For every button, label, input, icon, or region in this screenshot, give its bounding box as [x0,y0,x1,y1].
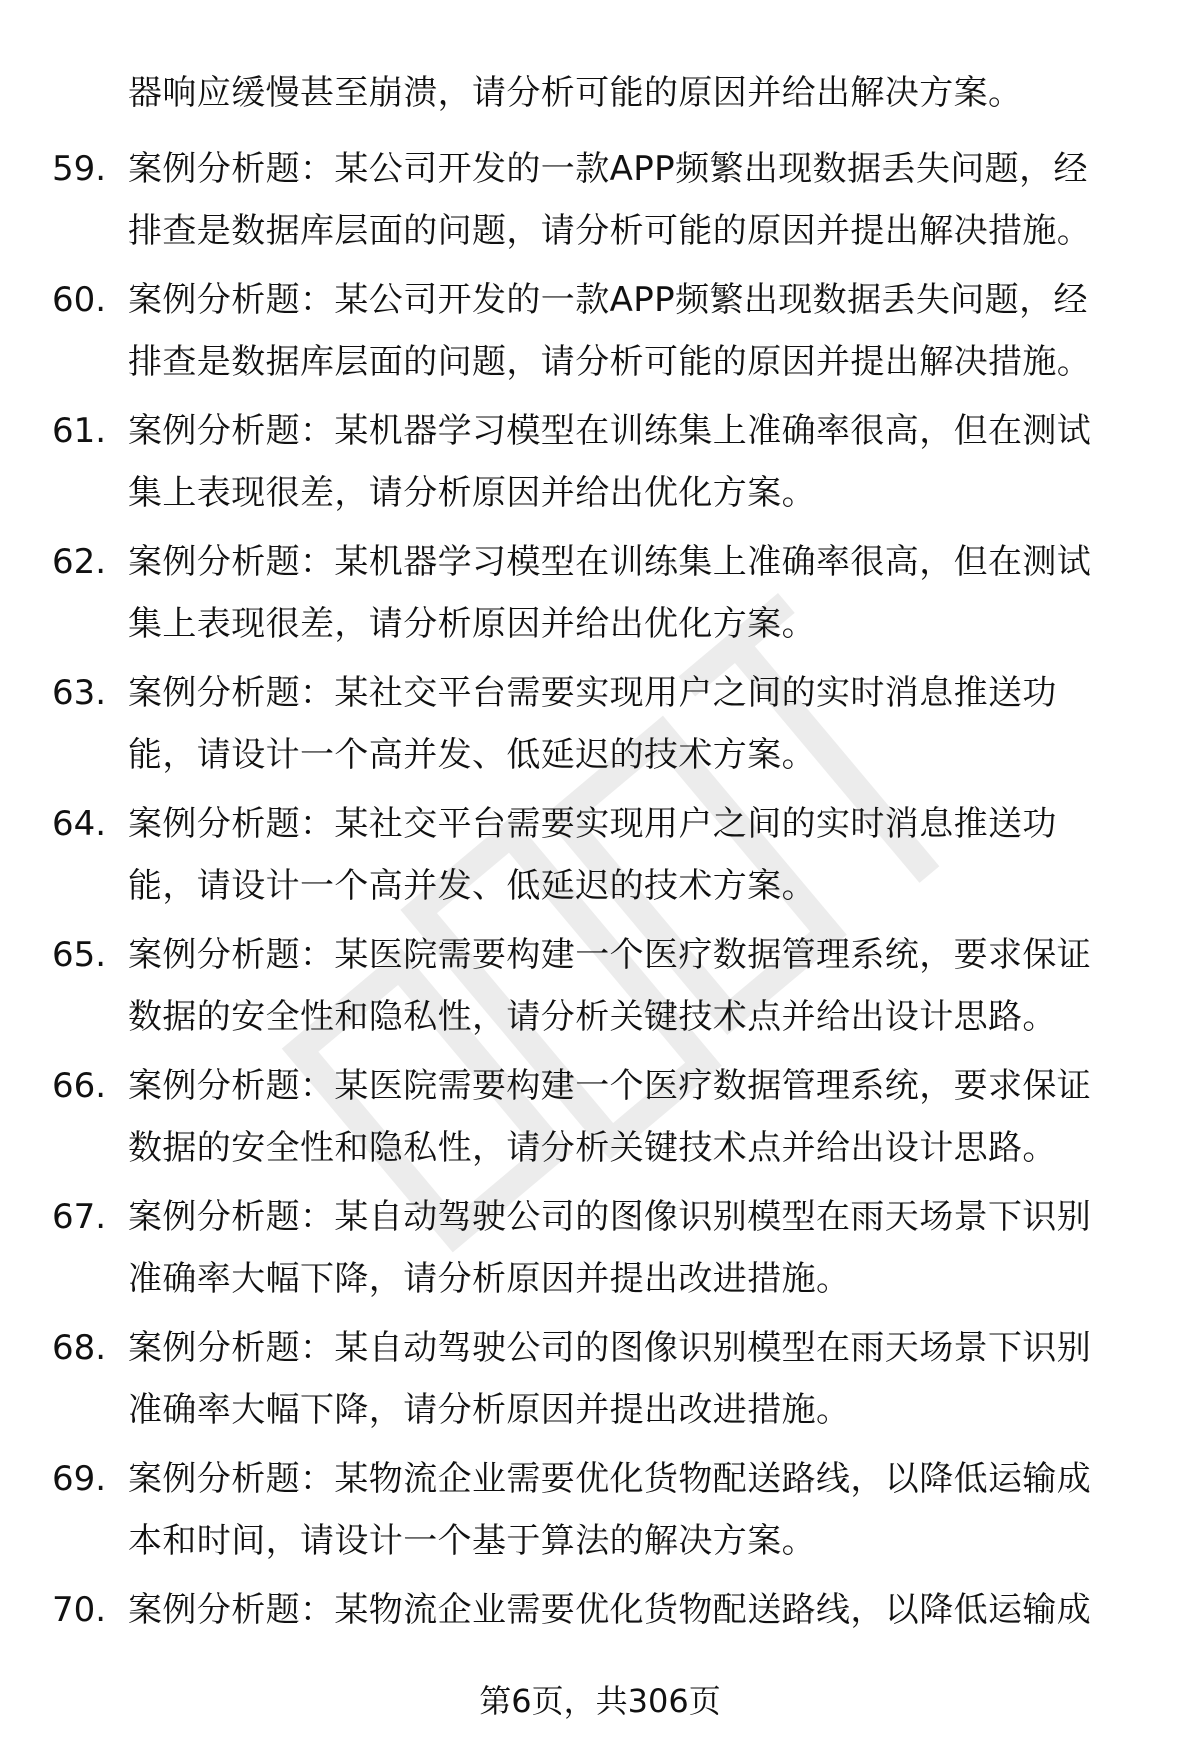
question-item [0,1317,1200,1448]
question-item [0,269,1200,400]
question-text-line-1: 案例分析题：某公司开发的一款APP频繁出现数据丢失问题，经 [128,149,1088,189]
question-text-line-1: 案例分析题：某机器学习模型在训练集上准确率很高，但在测试 [128,411,1092,451]
continuation-text: 器响应缓慢甚至崩溃，请分析可能的原因并给出解决方案。 [128,73,1023,113]
question-text-line-2: 集上表现很差，请分析原因并给出优化方案。 [128,473,816,513]
question-list [0,138,1200,1710]
question-text-line-2: 能，请设计一个高并发、低延迟的技术方案。 [128,866,816,906]
question-text-line-1: 案例分析题：某社交平台需要实现用户之间的实时消息推送功 [128,673,1057,713]
question-text-line-2: 本和时间，请设计一个基于算法的解决方案。 [128,1521,816,1561]
question-item [0,138,1200,269]
question-item [0,1448,1200,1579]
question-text-line-1: 案例分析题：某医院需要构建一个医疗数据管理系统，要求保证 [128,935,1092,975]
question-item [0,531,1200,662]
question-item [0,1055,1200,1186]
page-footer: 第6页，共306页 [479,1682,721,1720]
question-text-line-2: 能，请设计一个高并发、低延迟的技术方案。 [128,735,816,775]
question-text-line-2: 排查是数据库层面的问题，请分析可能的原因并提出解决措施。 [128,342,1092,382]
question-text-line-2: 准确率大幅下降，请分析原因并提出改进措施。 [128,1390,851,1430]
question-text-line-1: 案例分析题：某自动驾驶公司的图像识别模型在雨天场景下识别 [128,1328,1092,1368]
question-number: 67. [52,1197,107,1237]
question-item [0,924,1200,1055]
question-text-line-1: 案例分析题：某物流企业需要优化货物配送路线，以降低运输成 [128,1590,1092,1630]
question-number: 68. [52,1328,107,1368]
question-text-line-1: 案例分析题：某自动驾驶公司的图像识别模型在雨天场景下识别 [128,1197,1092,1237]
question-number: 66. [52,1066,107,1106]
question-text-line-2: 排查是数据库层面的问题，请分析可能的原因并提出解决措施。 [128,211,1092,251]
question-text-line-2: 数据的安全性和隐私性，请分析关键技术点并给出设计思路。 [128,1128,1057,1168]
question-number: 64. [52,804,107,844]
question-item [0,793,1200,924]
question-number: 62. [52,542,107,582]
question-number: 61. [52,411,107,451]
question-text-line-1: 案例分析题：某机器学习模型在训练集上准确率很高，但在测试 [128,542,1092,582]
question-text-line-1: 案例分析题：某社交平台需要实现用户之间的实时消息推送功 [128,804,1057,844]
question-number: 65. [52,935,107,975]
question-text-line-1: 案例分析题：某公司开发的一款APP频繁出现数据丢失问题，经 [128,280,1088,320]
question-item [0,1186,1200,1317]
question-item [0,662,1200,793]
question-text-line-1: 案例分析题：某医院需要构建一个医疗数据管理系统，要求保证 [128,1066,1092,1106]
question-text-line-2: 数据的安全性和隐私性，请分析关键技术点并给出设计思路。 [128,997,1057,1037]
question-number: 70. [52,1590,107,1630]
question-text-line-1: 案例分析题：某物流企业需要优化货物配送路线，以降低运输成 [128,1459,1092,1499]
question-item [0,400,1200,531]
question-number: 59. [52,149,107,189]
question-number: 60. [52,280,107,320]
question-number: 63. [52,673,107,713]
question-text-line-2: 准确率大幅下降，请分析原因并提出改进措施。 [128,1259,851,1299]
question-text-line-2: 集上表现很差，请分析原因并给出优化方案。 [128,604,816,644]
question-number: 69. [52,1459,107,1499]
